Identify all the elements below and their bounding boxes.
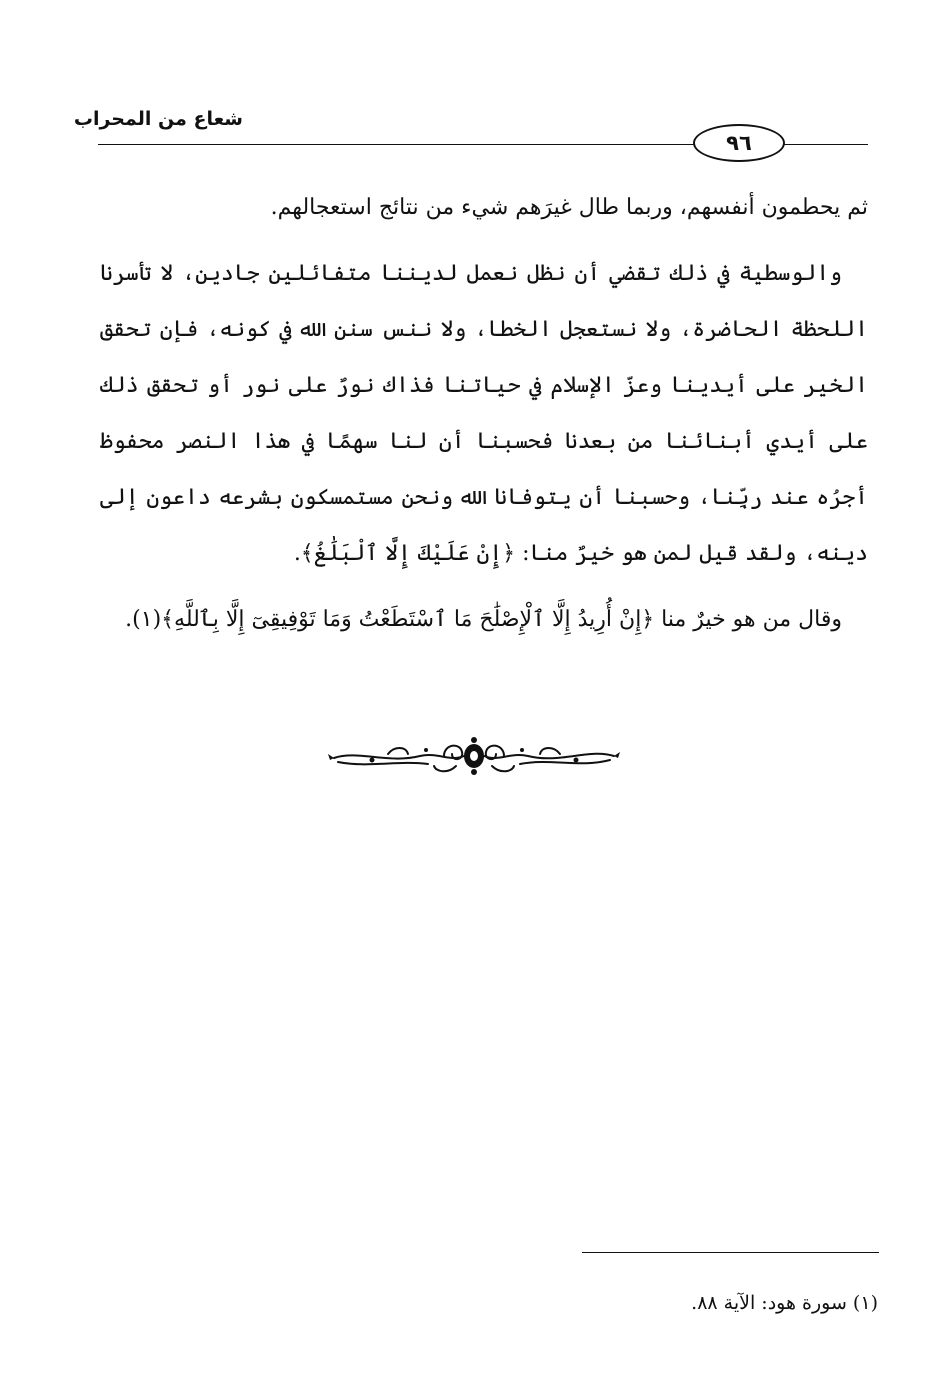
paragraph-1-text: ثم يحطمون أنفسهم، وربما طال غيرَهم شيء من نتائج استعجالهم. xyxy=(270,195,868,220)
paragraph-2-text: والوسطية في ذلك تقضي أن نظل نعمل لديننا متفائلين جادين، لا تأسرنا اللحظة الحاضرة، ولا نستعجل الخطا، ولا ننس سنن الله في كونه، فإن تحقق الخير على أيدينا وعزّ الإسلام في حياتنا فذاك نورٌ على نور أو تحقق ذلك على أيدي أبنائنا من بعدنا فحسبنا أن لنا سهمًا في هذا النصر محفوظ أجرُه عند ربِّنا، وحسبنا أن يتوفانا الله ونحن مستمسكون بشرعه داعون إلى دينه، ولقد قيل لمن هو خيرٌ منا: ﴿إِنْ عَلَيْكَ إِلَّا ٱلْبَلَٰغُ﴾. xyxy=(100,261,868,566)
body-text xyxy=(100,180,868,648)
running-title: شعاع من المحراب xyxy=(73,108,243,130)
footnote-rule xyxy=(582,1252,879,1253)
page-number: ٩٦ xyxy=(693,124,785,162)
decorative-flourish-icon xyxy=(328,732,620,780)
footnote: (١) سورة هود: الآية ٨٨. xyxy=(691,1292,878,1314)
paragraph-3-text: وقال من هو خيرٌ منا ﴿إِنْ أُرِيدُ إِلَّا ٱلْإِصْلَٰحَ مَا ٱسْتَطَعْتُ وَمَا تَوْفِيقِىٓ إِلَّا بِٱللَّهِ﴾(١). xyxy=(125,607,842,632)
paragraph-1 xyxy=(100,180,868,236)
page-header xyxy=(73,98,868,155)
paragraph-2 xyxy=(100,246,868,582)
paragraph-3 xyxy=(100,592,868,648)
